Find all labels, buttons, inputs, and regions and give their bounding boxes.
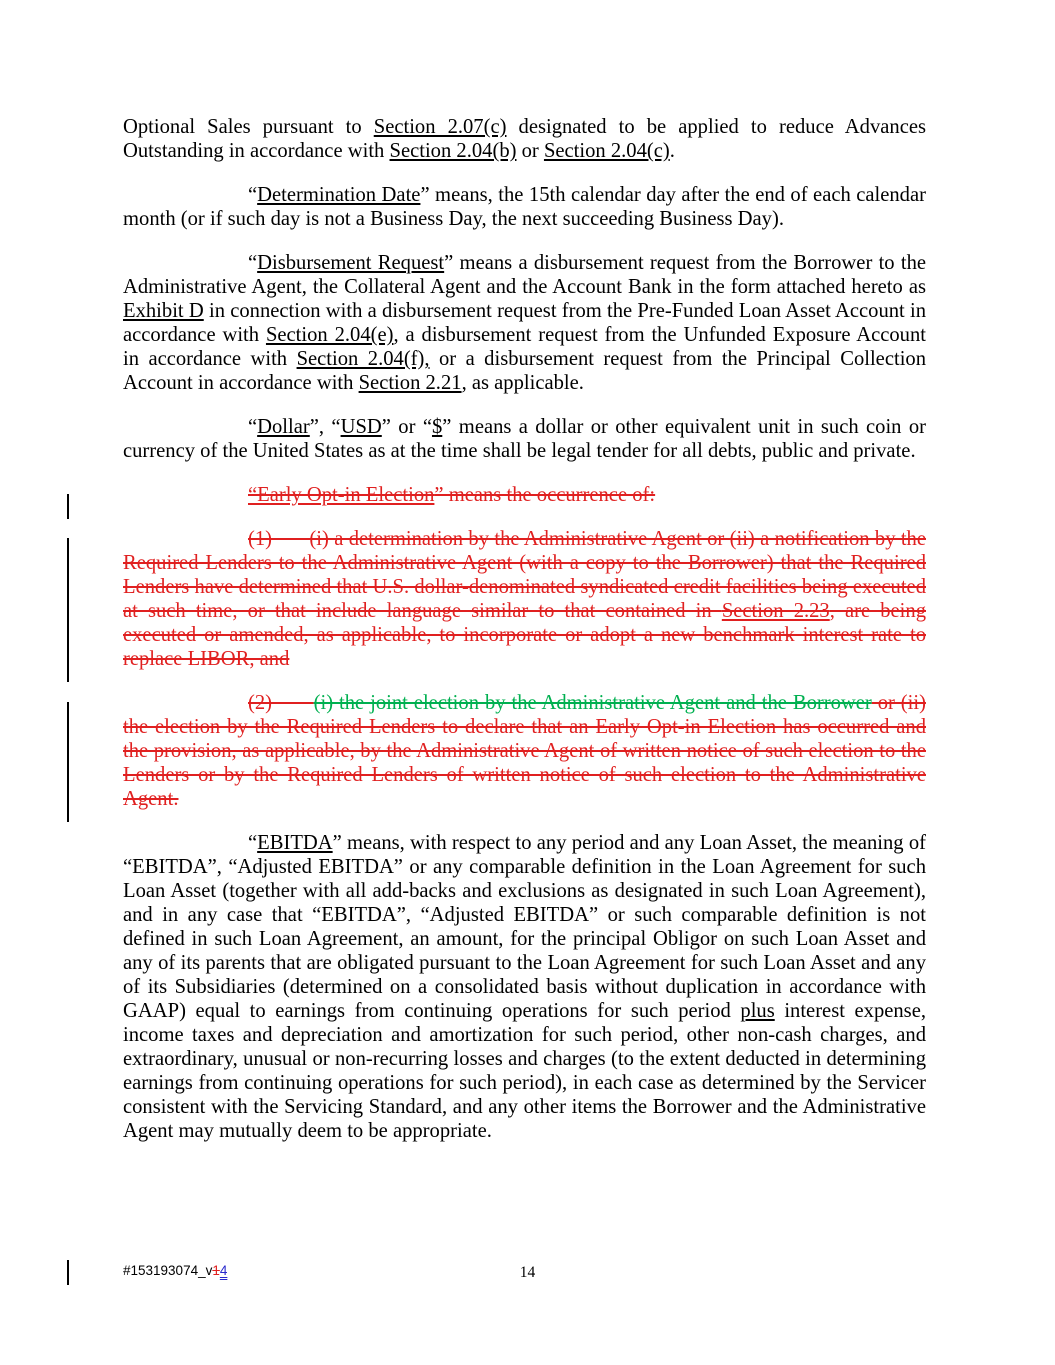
section-ref: Section 2.21 [358,372,462,394]
inserted-then-deleted-text: (i) the joint election by the Administrative Agent and the Borrower [313,692,872,714]
paragraph-item-2 [123,691,926,811]
paragraph-ebitda [123,831,926,1143]
body-text: or a disbursement request from the Principal Collection Account in accordance with [123,348,927,394]
doc-id-text: #153193074_v [123,1263,213,1278]
body-text: “ [248,416,258,438]
body-text: ” or “ [381,416,432,438]
deleted-section-ref: Section 2.23 [721,600,830,622]
body-text: designated to be applied to reduce Advances Outstanding in accordance with [123,116,926,162]
paragraph-item-1 [123,527,926,671]
body-text: “ [248,252,258,274]
section-ref: Section 2.07(c) [373,116,507,138]
deleted-text: (2) [248,692,314,714]
body-text: , as applicable. [461,372,584,394]
inserted-version-number: 4 [219,1263,228,1278]
exhibit-ref: Exhibit D [123,300,204,322]
body-text: or [516,140,544,162]
body-text: , a disbursement request from the Unfunded Exposure Account in accordance with [123,324,926,370]
deleted-defined-term: “Early Opt-in Election [248,484,435,506]
body-text: ” means a disbursement request from the Borrower to the Administrative Agent, the Collateral Agent and the Account Bank in the form attached hereto as [123,252,927,298]
section-ref: Section 2.04(e) [265,324,394,346]
emphasized-term: plus [740,1000,775,1022]
page-content [123,115,926,1163]
deleted-text: , are being executed or amended, as applicable, to incorporate or adopt a new benchmark interest rate to replace LIBOR, and [123,600,926,670]
body-text: ” means a dollar or other equivalent unit in such coin or currency of the United States as at the time shall be legal tender for all debts, public and private. [123,416,927,462]
page-number: 14 [519,1264,536,1281]
deleted-version-number: 1 [212,1263,220,1278]
change-bar [67,538,69,682]
body-text: “ [248,184,258,206]
body-text: ”, “ [309,416,341,438]
change-bar [67,494,69,519]
defined-term: USD [340,416,382,438]
defined-term: Determination Date [257,184,421,206]
body-text: in connection with a disbursement request from the Pre-Funded Loan Asset Account in accordance with [123,300,927,346]
body-text: . [669,140,675,162]
defined-term: EBITDA [257,832,333,854]
change-bar [67,702,69,822]
body-text: “ [248,832,258,854]
defined-term: Disbursement Request [257,252,445,274]
deleted-text: (1) (i) a determination by the Administrative Agent or (ii) a notification by the Required Lenders to the Administrative Agent (with a copy to the Borrower) that the Required Lenders have determined that U.S. dollar-denominated syndicated credit facilities being executed at such time, or that include language similar to that contained in [123,528,926,622]
defined-term: $ [431,416,443,438]
paragraph-optional-sales [123,115,926,163]
section-ref: Section 2.04(b) [389,140,517,162]
paragraph-disbursement-request [123,251,926,395]
deleted-text: or (ii) the election by the Required Lenders to declare that an Early Opt-in Election has occurred and the provision, as applicable, by the Administrative Agent of written notice of such election to the Lenders or by the Required Lenders of written notice of such election to the Administrative Agent. [123,692,926,810]
body-text: interest expense, income taxes and depreciation and amortization for such period, other non-cash charges, and extraordinary, unusual or non-recurring losses and charges (to the extent deducted in determining earnings from continuing operations for such period), in each case as determined by the Servicer consistent with the Servicing Standard, and any other items the Borrower and the Administrative Agent may mutually deem to be appropriate. [123,1000,926,1142]
body-text: ” means, with respect to any period and any Loan Asset, the meaning of “EBITDA”, “Adjusted EBITDA” or any comparable definition in the Loan Agreement for such Loan Asset (together with all add-backs and exclusions as designated in such Loan Agreement), and in any case that “EBITDA”, “Adjusted EBITDA” or such comparable definition is not defined in such Loan Agreement, an amount, for the principal Obligor on such Loan Asset and any of its parents that are obligated pursuant to the Loan Agreement for such Loan Asset and any of its Subsidiaries (determined on a consolidated basis without duplication in accordance with GAAP) equal to earnings from continuing operations for such period [123,832,926,1022]
section-ref: Section 2.04(f), [296,348,430,370]
body-text: Optional Sales pursuant to [123,116,374,138]
paragraph-early-opt-in-election [123,483,926,507]
body-text: ” means, the 15th calendar day after the end of each calendar month (or if such day is not a Business Day, the next succeeding Business Day). [123,184,926,230]
deleted-text: ” means the occurrence of: [434,484,656,506]
paragraph-dollar [123,415,926,463]
paragraph-determination-date [123,183,926,231]
section-ref: Section 2.04(c) [543,140,670,162]
defined-term: Dollar [257,416,310,438]
